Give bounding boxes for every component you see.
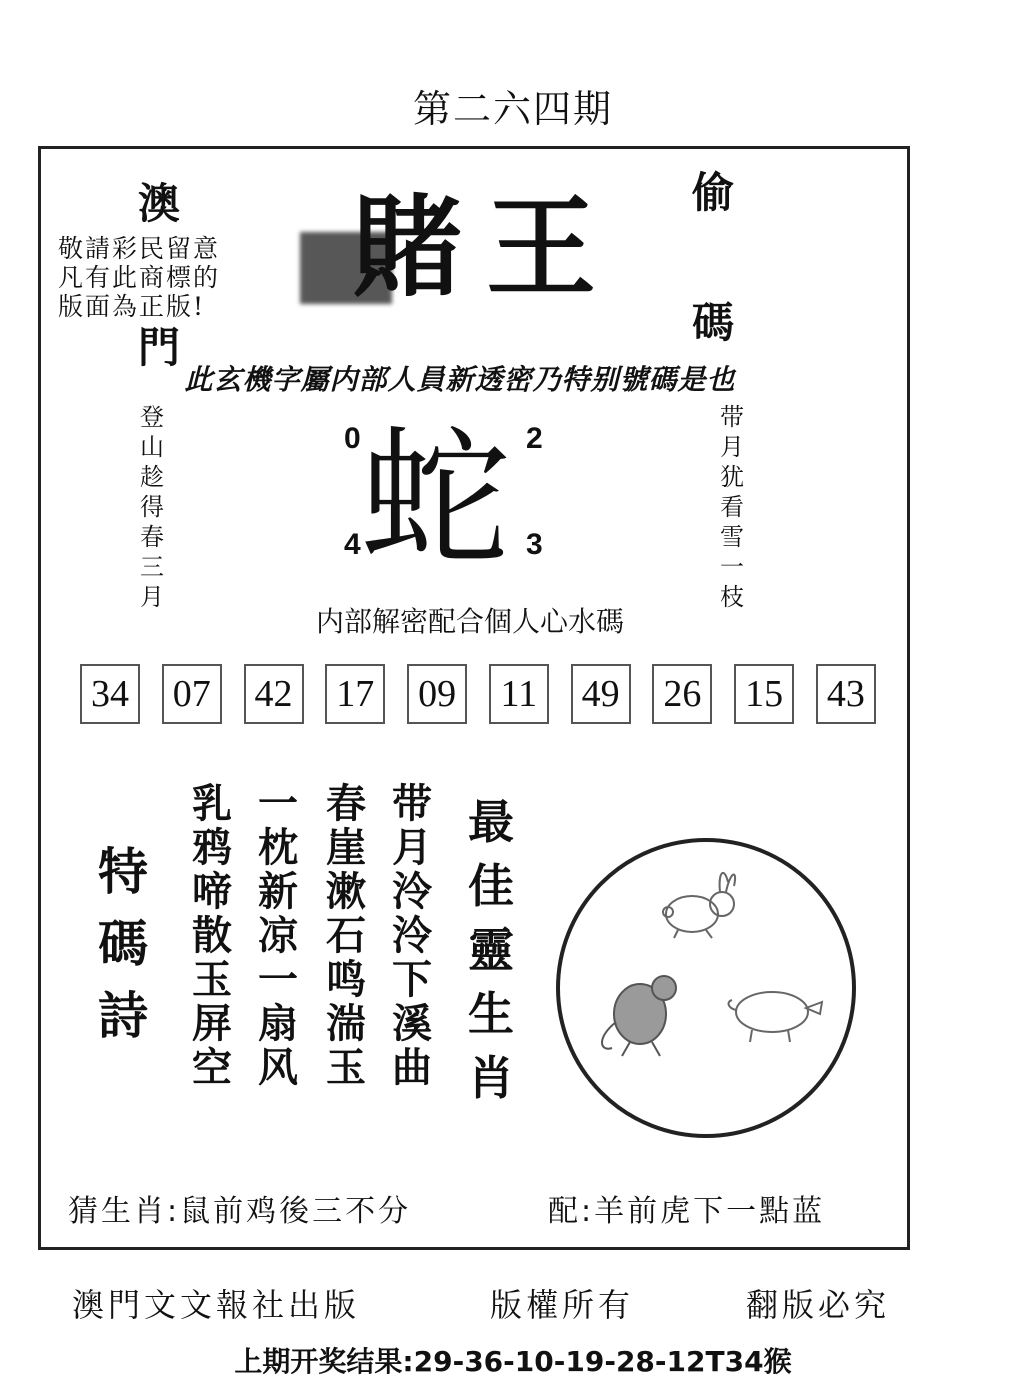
poem-char: 漱 — [326, 869, 366, 915]
poem-char: 鸣 — [326, 957, 366, 1003]
poem-left — [140, 402, 164, 612]
poem-left-char: 得 — [140, 493, 164, 521]
number-box: 09 — [407, 664, 467, 724]
poem-char: 一 — [258, 781, 298, 827]
poem-right-char: 月 — [720, 433, 744, 461]
poem-char: 枕 — [258, 825, 298, 871]
special-poem-title — [98, 836, 148, 1052]
number-box: 49 — [571, 664, 631, 724]
corner-digit: 3 — [526, 528, 543, 561]
last-result: 上期开奖结果:29-36-10-19-28-12T34猴 — [234, 1345, 792, 1378]
special-title-char: 碼 — [98, 915, 148, 973]
poem-char: 玉 — [326, 1045, 366, 1091]
poem-char: 泠 — [392, 869, 432, 915]
poem-char: 春 — [326, 781, 366, 827]
poem-char: 带 — [392, 781, 432, 827]
piracy-warning: 翻版必究 — [746, 1286, 891, 1324]
poem-char: 泠 — [392, 913, 432, 959]
corner-digit: 4 — [344, 528, 361, 561]
best-title-char: 肖 — [468, 1051, 514, 1105]
poem-char: 乳 — [192, 781, 232, 827]
guess-zodiac: 猜生肖:鼠前鸡後三不分 — [68, 1194, 412, 1229]
poem-char: 屏 — [192, 1001, 232, 1047]
notice-line: 凡有此商標的 — [58, 263, 221, 292]
brand-title: 賭王 — [352, 184, 620, 312]
number-box: 11 — [489, 664, 549, 724]
poem-char: 风 — [258, 1045, 298, 1091]
side-left-char: 澳 — [138, 179, 181, 228]
poem-char: 空 — [192, 1045, 232, 1091]
poem-right-char: 一 — [720, 553, 744, 581]
poem-right — [720, 402, 744, 612]
number-box: 42 — [244, 664, 304, 724]
poem-right-char: 带 — [720, 403, 744, 431]
poem-char: 扇 — [258, 1001, 298, 1047]
poem-char: 月 — [392, 825, 432, 871]
poem-char: 湍 — [326, 1001, 366, 1047]
poem-char: 下 — [392, 957, 432, 1003]
tagline: 此玄機字屬内部人員新透密乃特别號碼是也 — [184, 363, 736, 396]
poem-right-char: 看 — [720, 493, 744, 521]
monkey-icon — [602, 976, 676, 1056]
poem-char: 石 — [326, 913, 366, 959]
best-title-char: 最 — [468, 795, 514, 849]
notice-line: 敬請彩民留意 — [58, 234, 221, 263]
side-right-char: 偷 — [692, 168, 735, 217]
poem-left-char: 春 — [140, 523, 164, 551]
corner-digit: 0 — [344, 422, 361, 455]
number-box: 15 — [734, 664, 794, 724]
number-box: 07 — [162, 664, 222, 724]
decode-text: 内部解密配合個人心水碼 — [315, 605, 624, 638]
side-right-char: 碼 — [692, 298, 735, 347]
notice-line: 版面為正版! — [58, 292, 206, 321]
poem-left-char: 登 — [140, 403, 164, 431]
poem-char: 一 — [258, 957, 298, 1003]
corner-digit: 2 — [526, 422, 543, 455]
best-title-char: 佳 — [468, 859, 514, 913]
poem-left-char: 趁 — [140, 463, 164, 491]
poem-right-char: 雪 — [720, 523, 744, 551]
side-left-char: 門 — [138, 323, 181, 372]
copyright: 版權所有 — [490, 1286, 635, 1324]
poem-char: 啼 — [192, 869, 232, 915]
poem-char: 崖 — [326, 825, 366, 871]
publisher-name: 澳門文文報社出版 — [72, 1286, 361, 1324]
number-row — [80, 664, 876, 724]
poem-column — [392, 782, 432, 1090]
poem-right-char: 犹 — [720, 463, 744, 491]
number-box: 17 — [325, 664, 385, 724]
poem-right-char: 枝 — [720, 583, 744, 611]
best-title-char: 生 — [468, 987, 514, 1041]
poem-char: 凉 — [258, 913, 298, 959]
number-box: 34 — [80, 664, 140, 724]
number-box: 43 — [816, 664, 876, 724]
poem-char: 散 — [192, 913, 232, 959]
poem-left-char: 山 — [140, 433, 164, 461]
poem-column — [192, 782, 232, 1090]
best-zodiac-title — [468, 790, 514, 1110]
poem-char: 溪 — [392, 1001, 432, 1047]
number-box: 26 — [652, 664, 712, 724]
special-title-char: 特 — [98, 843, 148, 901]
poem-left-char: 三 — [140, 553, 164, 581]
pair-hint: 配:羊前虎下一點蓝 — [548, 1194, 826, 1229]
issue-number: 第二六四期 — [412, 87, 613, 131]
poem-char: 曲 — [392, 1045, 432, 1091]
rabbit-icon — [663, 873, 735, 938]
poem-char: 玉 — [192, 957, 232, 1003]
poem-left-char: 月 — [140, 583, 164, 611]
pig-icon — [729, 992, 822, 1042]
poem-char: 新 — [258, 869, 298, 915]
special-title-char: 詩 — [98, 987, 148, 1045]
poem-column — [326, 782, 366, 1090]
poem-char: 鸦 — [192, 825, 232, 871]
authenticity-notice — [58, 234, 278, 321]
main-character: 蛇 — [360, 413, 511, 587]
poem-column — [258, 782, 298, 1090]
zodiac-circle — [556, 838, 856, 1138]
best-title-char: 靈 — [468, 923, 514, 977]
zodiac-illustration — [560, 842, 852, 1134]
